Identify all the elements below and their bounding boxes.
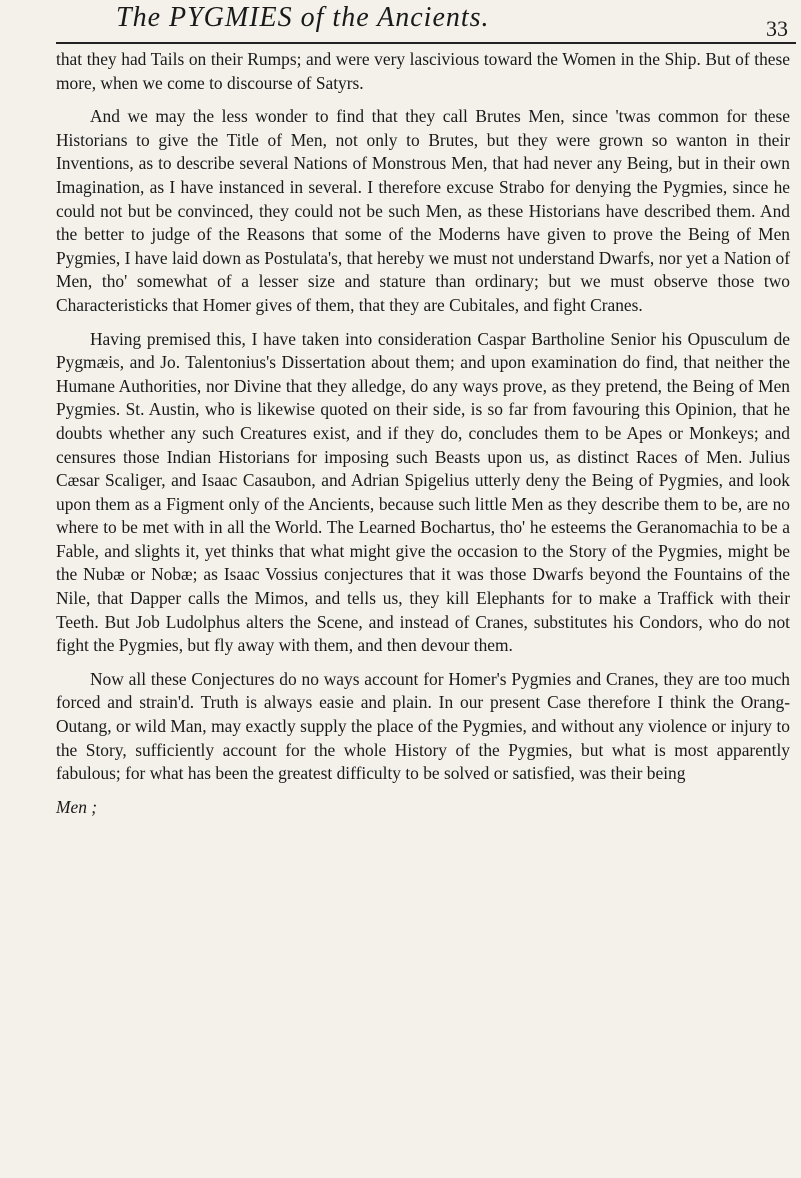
running-title: The PYGMIES of the Ancients. xyxy=(116,2,490,33)
paragraph-1: that they had Tails on their Rumps; and were very lascivious toward the Women in the Ship. But of these more, when we come to discourse of Satyrs. xyxy=(56,49,790,93)
paragraph-3: Having premised this, I have taken into consideration Caspar Bartholine Senior his Opusculum de Pygmæis, and Jo. Talentonius's Dissertation about them; and upon examination do find, that neither the Humane Authorities, nor Divine that they alledge, do any ways prove, as they pretend, the Being of Men Pygmies. St. Austin, who is likewise quoted on their side, is so far from favouring this Opinion, that he doubts whether any such Creatures exist, and if they do, concludes them to be Apes or Monkeys; and censures those Indian Historians for imposing such Beasts upon us, as distinct Races of Men. Julius Cæsar Scaliger, and Isaac Casaubon, and Adrian Spigelius utterly deny the Being of Pygmies, and look upon them as a Figment only of the Ancients, because such little Men as they describe them to be, are no where to be met with in all the World. The Learned Bochartus, tho' he esteems the Geranomachia to be a Fable, and slights it, yet thinks that what might give the occasion to the Story of the Pygmies, might be the Nubæ or Nobæ; as Isaac Vossius conjectures that it was those Dwarfs beyond the Fountains of the Nile, that Dapper calls the Mimos, and tells us, they kill Elephants for to make a Traffick with their Teeth. But Job Ludolphus alters the Scene, and instead of Cranes, substitutes his Condors, who do not fight the Pygmies, but fly away with them, and then devour them. xyxy=(56,328,790,656)
paragraph-4: Now all these Conjectures do no ways account for Homer's Pygmies and Cranes, they are too much forced and strain'd. Truth is always easie and plain. In our present Case therefore I think the Orang-Outang, or wild Man, may exactly supply the place of the Pygmies, and without any violence or injury to the Story, sufficiently account for the whole History of the Pygmies, but what is most apparently fabulous; for what has been the greatest difficulty to be solved or satisfied, was their being xyxy=(56,668,790,784)
page-number: 33 xyxy=(766,16,788,41)
page-body xyxy=(56,48,790,818)
page-header xyxy=(56,2,796,44)
catchword: Men ; xyxy=(56,796,98,817)
paragraph-2: And we may the less wonder to find that they call Brutes Men, since 'twas common for these Historians to give the Title of Men, not only to Brutes, but they were grown so wanton in their Inventions, as to describe several Nations of Monstrous Men, that had never any Being, but in their own Imagination, as I have instanced in several. I therefore excuse Strabo for denying the Pygmies, since he could not but be convinced, they could not be such Men, as these Historians have described them. And the better to judge of the Reasons that some of the Moderns have given to prove the Being of Men Pygmies, I have laid down as Postulata's, that hereby we must not understand Dwarfs, nor yet a Nation of Men, tho' somewhat of a lesser size and stature than ordinary; but we must observe those two Characteristicks that Homer gives of them, that they are Cubitales, and fight Cranes. xyxy=(56,106,790,315)
